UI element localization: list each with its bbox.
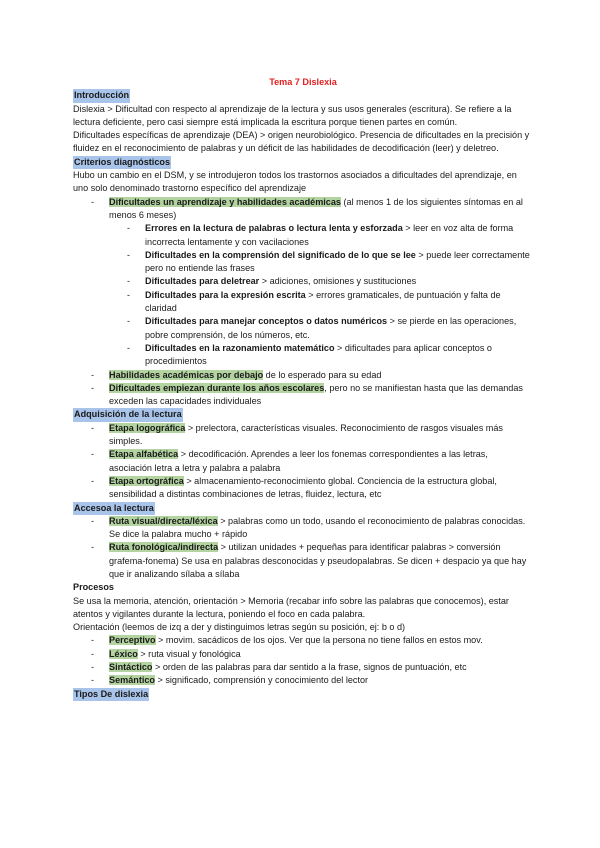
highlighted-term: Dificultades empiezan durante los años escolares <box>109 382 325 393</box>
paragraph: Orientación (leemos de izq a der y distinguimos letras según su posición, ej: b o d) <box>73 622 406 633</box>
sub-list-item <box>73 289 533 316</box>
item-text: > movim. sacádicos de los ojos. Ver que la persona no tiene fallos en estos mov. <box>155 635 483 646</box>
item-text: > puede leer correctamente pero no entiende las frases <box>145 249 530 274</box>
section-heading: Introducción <box>73 89 130 102</box>
list-item <box>73 422 533 449</box>
highlighted-term: Ruta fonológica/indirecta <box>109 542 219 553</box>
item-text: de lo esperado para su edad <box>263 369 382 380</box>
highlighted-term: Perceptivo <box>109 635 156 646</box>
list-item <box>73 196 533 223</box>
item-text: > se pierde en las operaciones, pobre comprensión, de los números, etc. <box>145 316 517 340</box>
sub-list-item <box>73 315 533 342</box>
sub-list-item <box>73 342 533 369</box>
item-text: > leer en voz alta de forma incorrecta lentamente y con vacilaciones <box>145 223 514 247</box>
sub-list-item <box>73 249 533 276</box>
paragraph: Se usa la memoria, atención, orientación > Memoria (recabar info sobre las palabras que conocemos), estar atentos y vigilantes durante la lectura, poniendo el foco en cada palabra. <box>73 595 509 619</box>
section-adquisicion <box>73 408 533 501</box>
list-item <box>73 382 533 409</box>
processes-list <box>73 634 533 687</box>
item-text: , pero no se manifiestan hasta que las demandas exceden las capacidades individuales <box>109 382 523 407</box>
bold-term: Dificultades en la comprensión del significado de lo que se lee <box>145 249 416 260</box>
list-item <box>73 369 533 382</box>
item-text: > prelectora, características visuales. Reconocimiento de rasgos visuales más simples. <box>109 422 503 447</box>
item-text: > adiciones, omisiones y sustituciones <box>259 276 417 287</box>
list-item <box>73 541 533 581</box>
highlighted-term: Habilidades académicas por debajo <box>109 369 264 380</box>
list-item <box>73 448 533 475</box>
list-item <box>73 634 533 647</box>
highlighted-term: Etapa logográfica <box>109 422 186 433</box>
item-text: > decodificación. Aprendes a leer los fonemas correspondientes a las letras, asociación letra a letra y palabra a palabra <box>109 449 488 473</box>
section-criterios <box>73 156 533 409</box>
bold-term: Dificultades para la expresión escrita <box>145 289 306 300</box>
section-introduccion <box>73 89 533 155</box>
item-text: (al menos 1 de los siguientes síntomas en al menos 6 meses) <box>109 196 523 220</box>
bold-term: Errores en la lectura de palabras o lectura lenta y esforzada <box>145 223 403 234</box>
item-text: > dificultades para aplicar conceptos o procedimientos <box>145 342 492 367</box>
list-item <box>73 515 533 542</box>
list-item <box>73 648 533 661</box>
item-text: > almacenamiento-reconocimiento global. Conciencia de la estructura global, sensibilidad a distintas combinaciones de letras, fluidez, lectura, etc <box>109 475 497 500</box>
item-text: > orden de las palabras para dar sentido a la frase, signos de puntuación, etc <box>152 662 467 673</box>
highlighted-term: Sintáctico <box>109 662 153 673</box>
item-text: > ruta visual y fonológica <box>137 648 241 659</box>
sub-list-item <box>73 275 533 288</box>
highlighted-term: Etapa ortográfica <box>109 475 184 486</box>
bold-term: Dificultades para deletrear <box>145 276 260 287</box>
paragraph: Dificultades específicas de aprendizaje (DEA) > origen neurobiológico. Presencia de dificultades en la precisión y fluidez en el reconocimiento de palabras y un déficit de las habilidades de decodificación (leer) y deletreo. <box>73 130 530 154</box>
highlighted-term: Etapa alfabética <box>109 449 179 460</box>
list-item <box>73 674 533 687</box>
paragraph: Hubo un cambio en el DSM, y se introdujeron todos los trastornos asociados a dificultades del aprendizaje, en uno solo denominado trastorno específico del aprendizaje <box>73 170 517 194</box>
item-text: > significado, comprensión y conocimiento del lector <box>155 675 369 686</box>
paragraph: Dislexia > Dificultad con respecto al aprendizaje de la lectura y sus usos generales (escritura). Se refiere a la lectura deficiente, pero casi siempre está implicada la escritura porque tienen partes en común. <box>73 103 512 127</box>
highlighted-term: Léxico <box>109 648 138 659</box>
section-heading: Adquisición de la lectura <box>73 408 183 421</box>
section-tipos <box>73 688 533 701</box>
bold-term: Dificultades en la razonamiento matemático <box>145 342 335 353</box>
item-text: > utilizan unidades + pequeñas para identificar palabras > conversión grafema-fonema) Se usa en palabras desconocidas y pseudopalabras. Se dicen + despacio ya que hay que ir analizando sílaba a sílaba <box>109 542 527 579</box>
highlighted-term: Semántico <box>109 675 155 686</box>
item-text: > errores gramaticales, de puntuación y falta de claridad <box>145 289 501 314</box>
section-heading: Procesos <box>73 582 114 593</box>
bold-term: Dificultades para manejar conceptos o datos numéricos <box>145 316 388 327</box>
highlighted-term: Ruta visual/directa/léxica <box>109 515 218 526</box>
list-item <box>73 475 533 502</box>
section-heading: Criterios diagnósticos <box>73 156 171 169</box>
document-page <box>73 76 533 701</box>
section-heading: Tipos De dislexia <box>73 688 149 701</box>
section-acceso <box>73 502 533 582</box>
section-heading: Accesoa la lectura <box>73 502 155 515</box>
criteria-list <box>73 196 533 409</box>
routes-list <box>73 515 533 581</box>
sub-list-item <box>73 222 533 249</box>
document-title: Tema 7 Dislexia <box>269 77 337 87</box>
stages-list <box>73 422 533 502</box>
item-text: > palabras como un todo, usando el reconocimiento de palabras conocidas. Se dice la palabra mucho + rápido <box>109 515 526 540</box>
list-item <box>73 661 533 674</box>
highlighted-term: Dificultades un aprendizaje y habilidades académicas <box>109 196 341 207</box>
section-procesos <box>73 581 533 687</box>
